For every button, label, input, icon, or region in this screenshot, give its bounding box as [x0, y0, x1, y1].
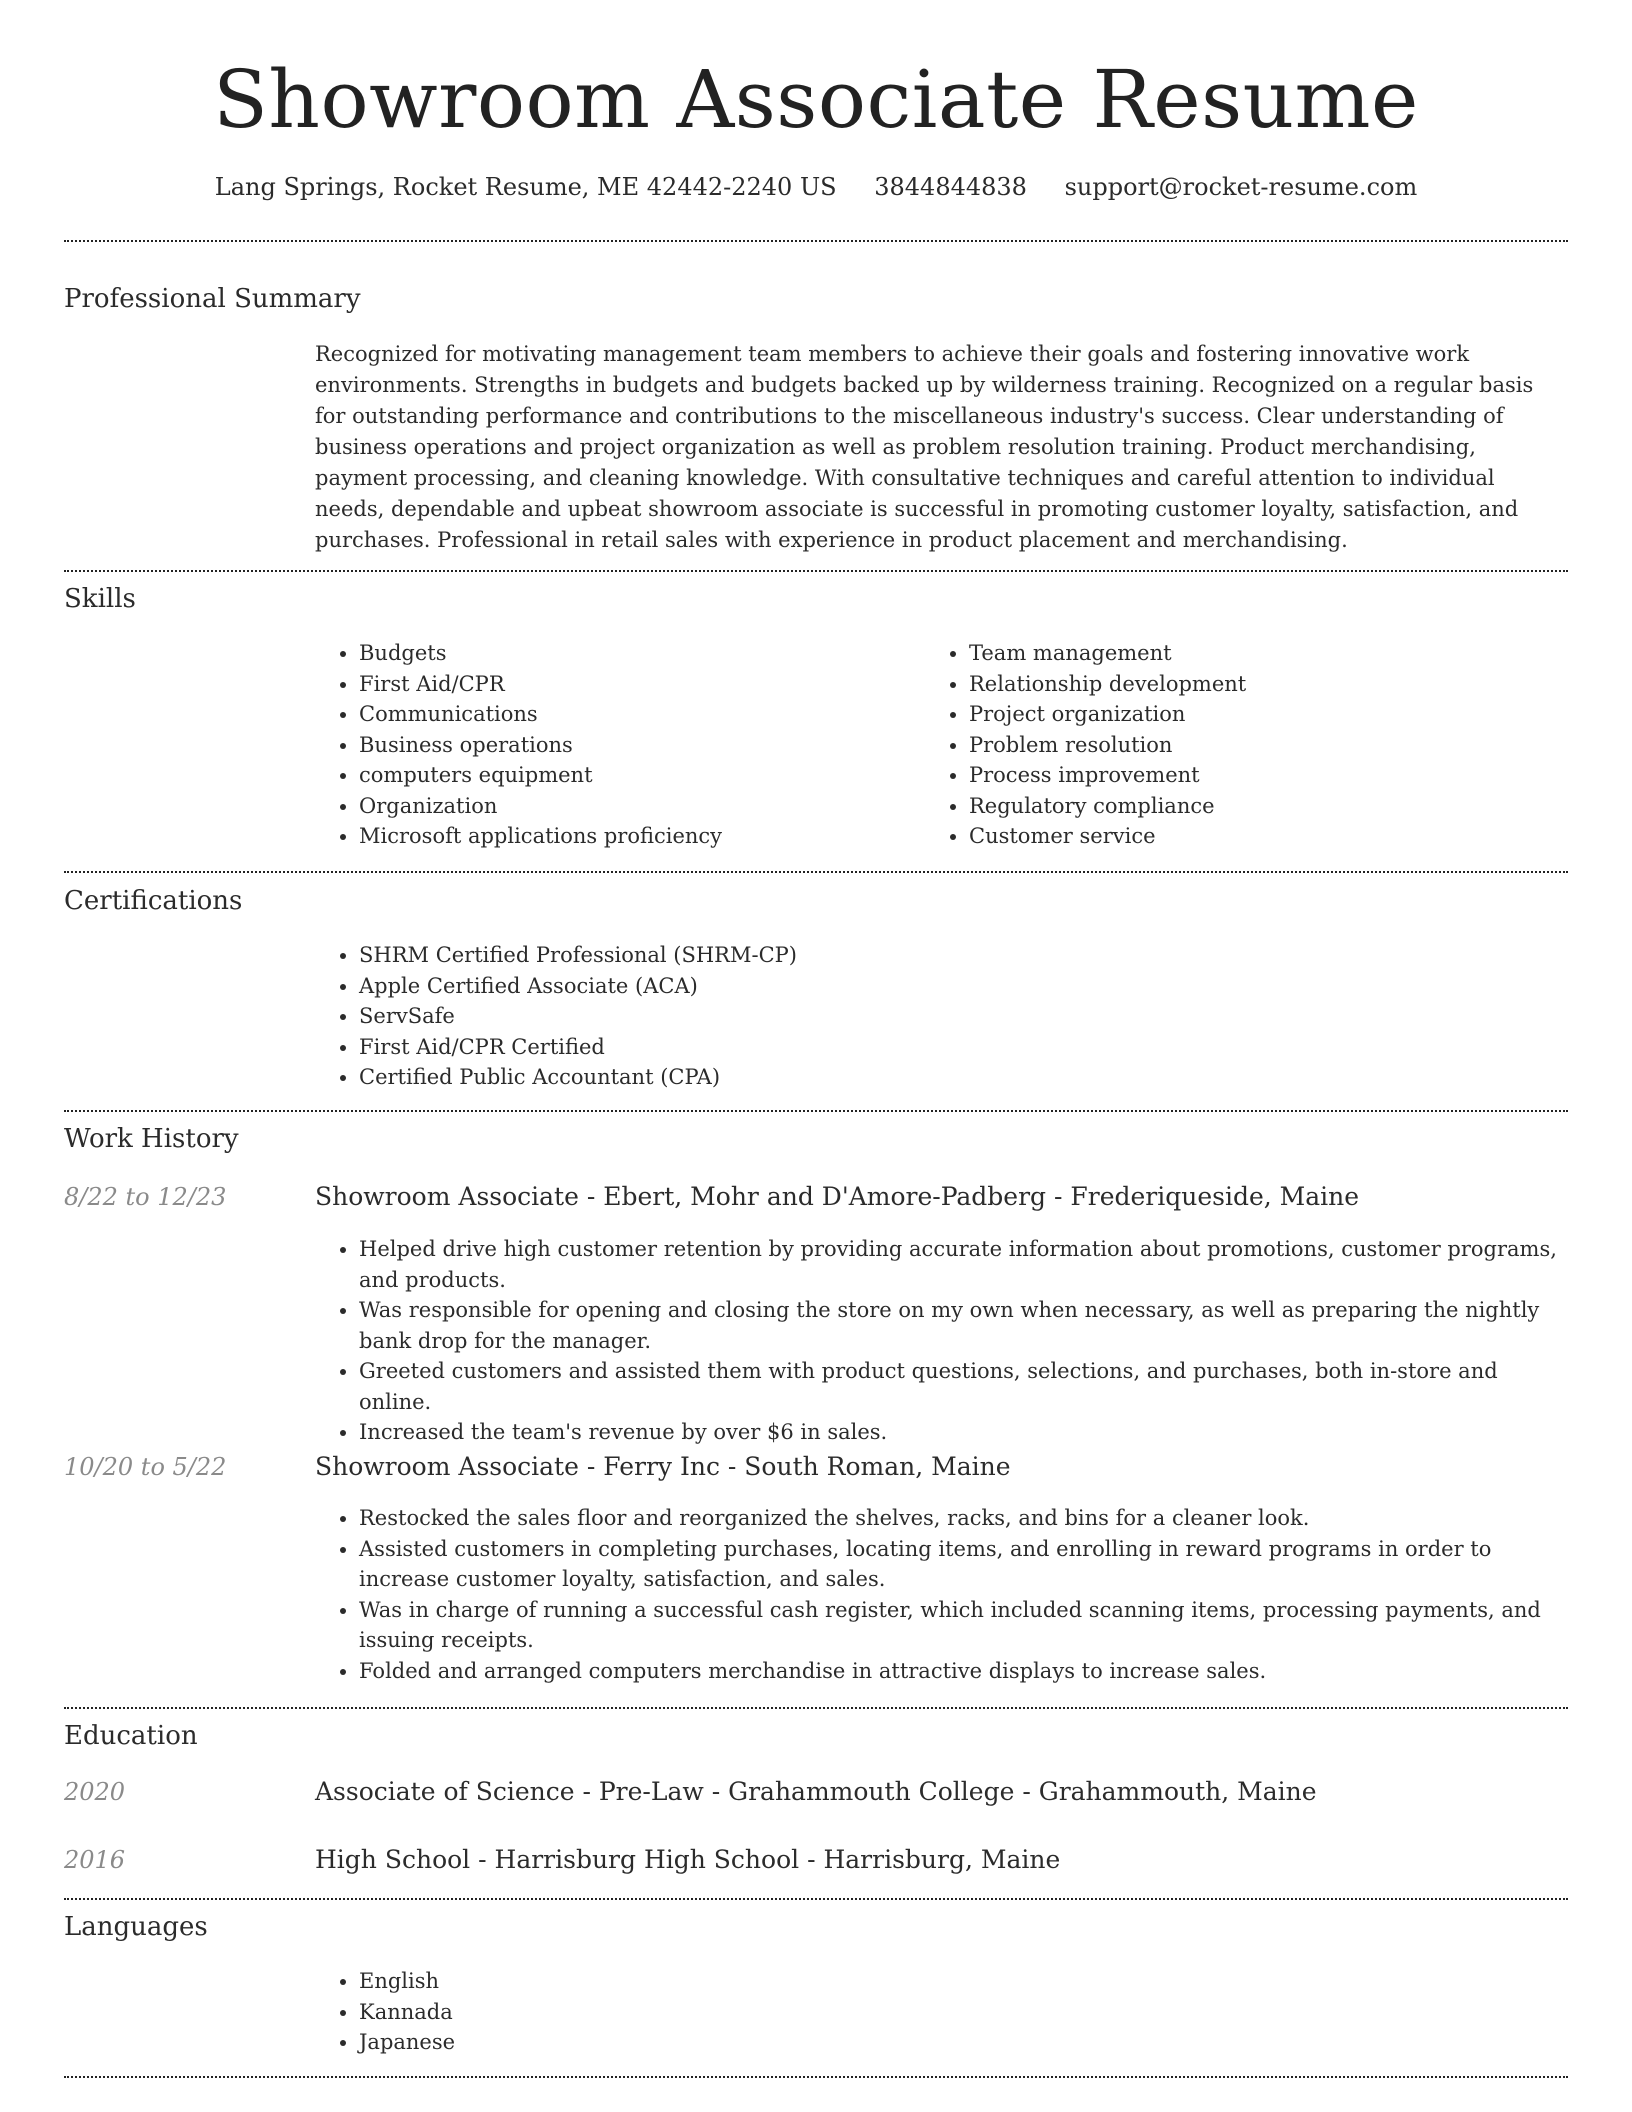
skill-item: • Budgets	[359, 638, 915, 669]
section-title-languages: Languages	[64, 1912, 208, 1942]
section-title-certifications: Certifications	[64, 886, 243, 916]
job-dates: 8/22 to 12/23	[64, 1183, 227, 1211]
education-heading: Associate of Science - Pre-Law - Grahammouth College - Grahammouth, Maine	[315, 1777, 1317, 1806]
job-bullets	[315, 1503, 1560, 1686]
resume-name: Showroom Associate Resume	[213, 53, 1419, 146]
languages-list	[315, 1966, 1565, 2058]
certification-item: • Certified Public Accountant (CPA)	[359, 1062, 1565, 1093]
skill-item: • Problem resolution	[969, 730, 1525, 761]
skill-item: • Relationship development	[969, 669, 1525, 700]
education-year: 2020	[64, 1778, 126, 1806]
job-bullet: • Folded and arranged computers merchandise in attractive displays to increase sales.	[359, 1656, 1560, 1687]
job-bullet: • Restocked the sales floor and reorganized the shelves, racks, and bins for a cleaner look.	[359, 1503, 1560, 1534]
divider	[64, 240, 1568, 242]
education-year: 2016	[64, 1846, 126, 1874]
certification-item: • First Aid/CPR Certified	[359, 1032, 1565, 1063]
skill-item: • computers equipment	[359, 760, 915, 791]
language-item: • Japanese	[359, 2027, 1565, 2058]
divider	[64, 570, 1568, 572]
section-title-work-history: Work History	[64, 1124, 239, 1154]
job-dates: 10/20 to 5/22	[64, 1453, 227, 1481]
skills-right-column	[925, 638, 1525, 852]
summary-body	[315, 339, 1565, 556]
divider	[64, 1898, 1568, 1900]
skill-item: • Organization	[359, 791, 915, 822]
section-title-summary: Professional Summary	[64, 284, 361, 314]
language-item: • Kannada	[359, 1997, 1565, 2028]
job-bullet: • Greeted customers and assisted them with product questions, selections, and purchases, both in-store and online.	[359, 1356, 1560, 1417]
section-title-skills: Skills	[64, 584, 136, 614]
contact-address: Lang Springs, Rocket Resume, ME 42442-2240 US	[214, 173, 837, 201]
skill-item: • Process improvement	[969, 760, 1525, 791]
summary-text: Recognized for motivating management team members to achieve their goals and fostering innovative work environments. Strengths in budgets and budgets backed up by wilderness training. Recognized on a regular basis for outstanding performance and contributions to the miscellaneous industry's success. Clear understanding of business operations and project organization as well as problem resolution training. Product merchandising, payment processing, and cleaning knowledge. With consultative techniques and careful attention to individual needs, dependable and upbeat showroom associate is successful in promoting customer loyalty, satisfaction, and purchases. Professional in retail sales with experience in product placement and merchandising.	[315, 342, 1534, 552]
certification-item: • Apple Certified Associate (ACA)	[359, 971, 1565, 1002]
contact-email: support@rocket-resume.com	[1064, 173, 1418, 201]
divider	[64, 871, 1568, 873]
contact-line	[64, 170, 1568, 204]
divider	[64, 2076, 1568, 2078]
job-bullet: • Was responsible for opening and closing the store on my own when necessary, as well as preparing the nightly bank drop for the manager.	[359, 1295, 1560, 1356]
divider	[64, 1707, 1568, 1709]
contact-phone: 3844844838	[874, 173, 1027, 201]
section-title-education: Education	[64, 1721, 198, 1751]
skill-item: • Communications	[359, 699, 915, 730]
skill-item: • Customer service	[969, 821, 1525, 852]
certification-item: • ServSafe	[359, 1001, 1565, 1032]
skill-item: • Business operations	[359, 730, 915, 761]
job-bullet: • Increased the team's revenue by over $6 in sales.	[359, 1417, 1560, 1448]
skill-item: • Team management	[969, 638, 1525, 669]
job-heading: Showroom Associate - Ebert, Mohr and D'Amore-Padberg - Frederiqueside, Maine	[315, 1182, 1360, 1211]
skills-left-column	[315, 638, 915, 852]
job-bullet: • Helped drive high customer retention by providing accurate information about promotions, customer programs, and products.	[359, 1234, 1560, 1295]
skill-item: • First Aid/CPR	[359, 669, 915, 700]
skill-item: • Project organization	[969, 699, 1525, 730]
language-item: • English	[359, 1966, 1565, 1997]
job-heading: Showroom Associate - Ferry Inc - South Roman, Maine	[315, 1452, 1011, 1481]
job-bullet: • Assisted customers in completing purchases, locating items, and enrolling in reward programs in order to increase customer loyalty, satisfaction, and sales.	[359, 1534, 1560, 1595]
skill-item: • Regulatory compliance	[969, 791, 1525, 822]
divider	[64, 1110, 1568, 1112]
job-bullet: • Was in charge of running a successful cash register, which included scanning items, processing payments, and issuing receipts.	[359, 1595, 1560, 1656]
skill-item: • Microsoft applications proficiency	[359, 821, 915, 852]
certifications-list	[315, 940, 1565, 1093]
certification-item: • SHRM Certified Professional (SHRM-CP)	[359, 940, 1565, 971]
education-heading: High School - Harrisburg High School - Harrisburg, Maine	[315, 1845, 1061, 1874]
job-bullets	[315, 1234, 1560, 1448]
